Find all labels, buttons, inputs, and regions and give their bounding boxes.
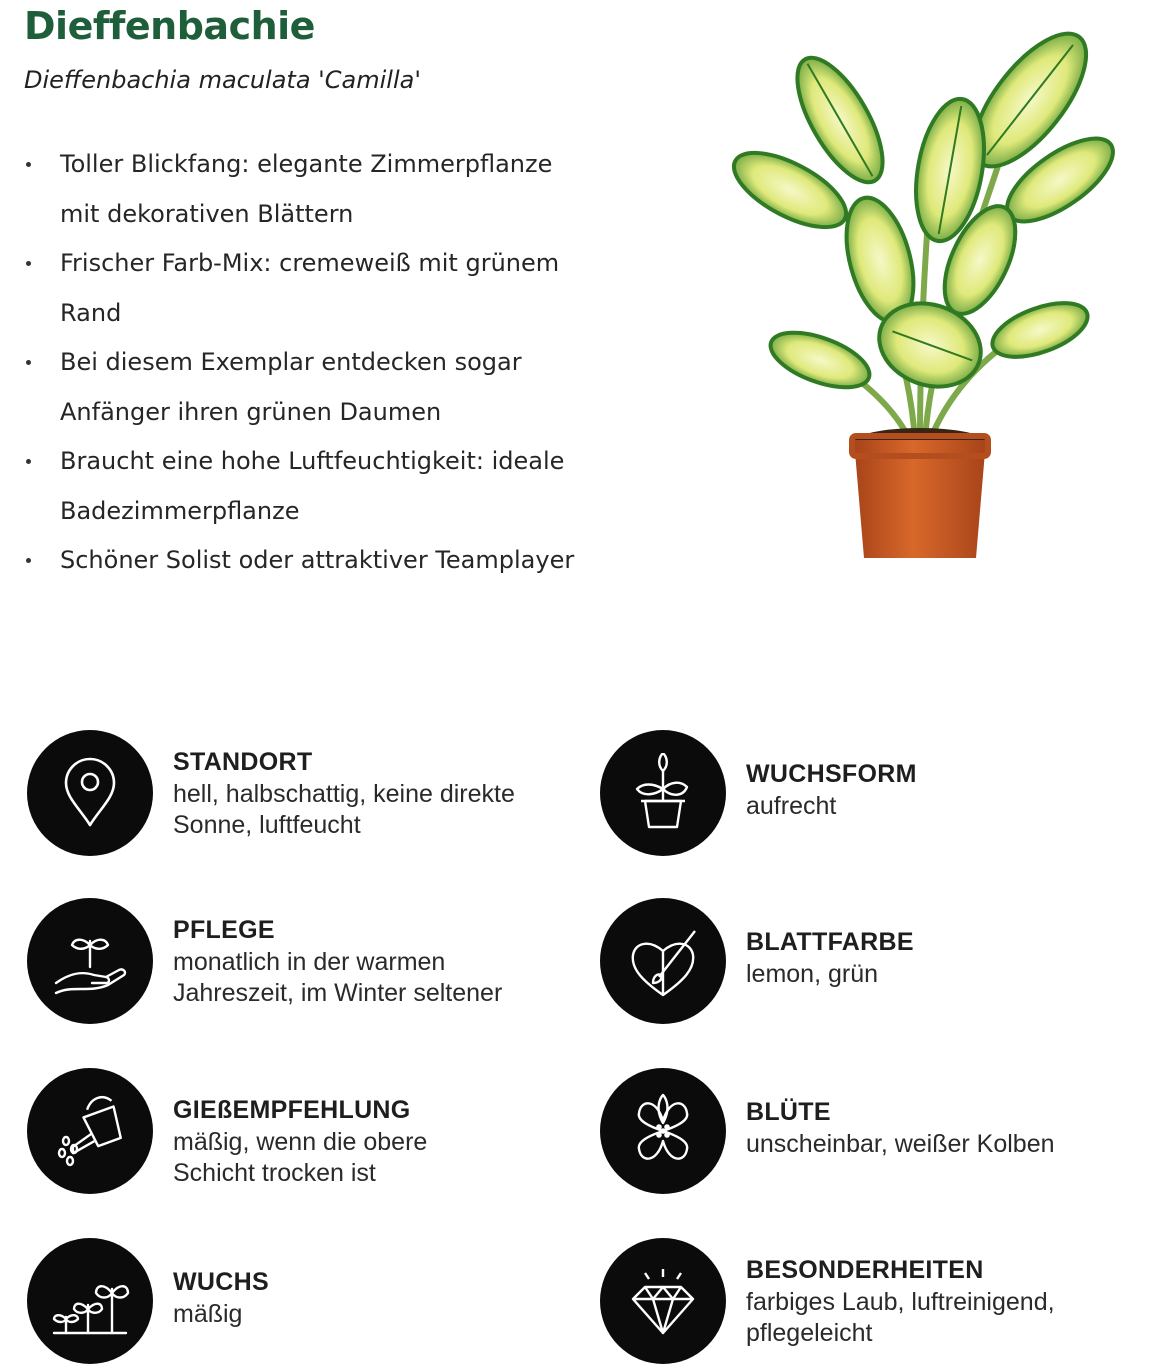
diamond-icon [623,1261,703,1341]
feature-heading: STANDORT [173,748,313,776]
plant-product-image [700,10,1140,580]
bullet-item: Schöner Solist oder attraktiver Teamplayer [0,536,580,586]
seedlings-icon [50,1261,130,1341]
feature-blattfarbe [600,898,1160,1028]
feature-description: lemon, grün [746,960,879,988]
leaf-brush-icon [623,921,703,1001]
bullet-dot-icon [26,360,31,365]
feature-description: hell, halbschattig, keine direkte Sonne, luftfeucht [173,780,515,839]
product-title: Dieffenbachie [24,4,315,48]
feature-giessempfehlung [27,1068,587,1198]
bullet-dot-icon [26,459,31,464]
potted-plant-icon [623,753,703,833]
feature-description: aufrecht [746,792,837,820]
watering-can-icon [50,1091,130,1171]
product-botanical-name: Dieffenbachia maculata 'Camilla' [24,66,421,94]
feature-icon-circle [600,898,726,1024]
feature-heading: PFLEGE [173,916,275,944]
feature-description: mäßig [173,1300,243,1328]
feature-icon-circle [600,730,726,856]
bullet-item: Toller Blickfang: elegante Zimmerpflanze mit dekorativen Blättern [0,140,580,239]
feature-wuchs [27,1238,587,1368]
flower-icon [623,1091,703,1171]
feature-heading: WUCHS [173,1268,269,1296]
bullet-dot-icon [26,558,31,563]
bullet-dot-icon [26,261,31,266]
feature-description: farbiges Laub, luftreinigend, pflegeleicht [746,1288,1055,1347]
feature-heading: GIEßEMPFEHLUNG [173,1096,411,1124]
feature-description: unscheinbar, weißer Kolben [746,1130,1055,1158]
feature-bullet-list [0,140,620,586]
feature-pflege [27,898,587,1028]
feature-heading: BLÜTE [746,1098,831,1126]
feature-icon-circle [27,898,153,1024]
bullet-item: Bei diesem Exemplar entdecken sogar Anfänger ihren grünen Daumen [0,338,580,437]
feature-icon-circle [27,1068,153,1194]
feature-icon-circle [27,1238,153,1364]
feature-icon-circle [600,1238,726,1364]
bullet-item: Braucht eine hohe Luftfeuchtigkeit: ideale Badezimmerpflanze [0,437,580,536]
feature-wuchsform [600,730,1160,860]
feature-besonderheiten [600,1238,1160,1368]
bullet-item: Frischer Farb-Mix: cremeweiß mit grünem Rand [0,239,580,338]
feature-heading: BESONDERHEITEN [746,1256,984,1284]
bullet-dot-icon [26,162,31,167]
hand-sprout-icon [50,921,130,1001]
feature-icon-circle [600,1068,726,1194]
feature-heading: WUCHSFORM [746,760,917,788]
feature-description: mäßig, wenn die obere Schicht trocken ist [173,1128,428,1187]
feature-description: monatlich in der warmen Jahreszeit, im Winter seltener [173,948,503,1007]
feature-bluete [600,1068,1160,1198]
feature-standort [27,730,587,860]
feature-icon-circle [27,730,153,856]
feature-heading: BLATTFARBE [746,928,914,956]
location-pin-icon [50,753,130,833]
